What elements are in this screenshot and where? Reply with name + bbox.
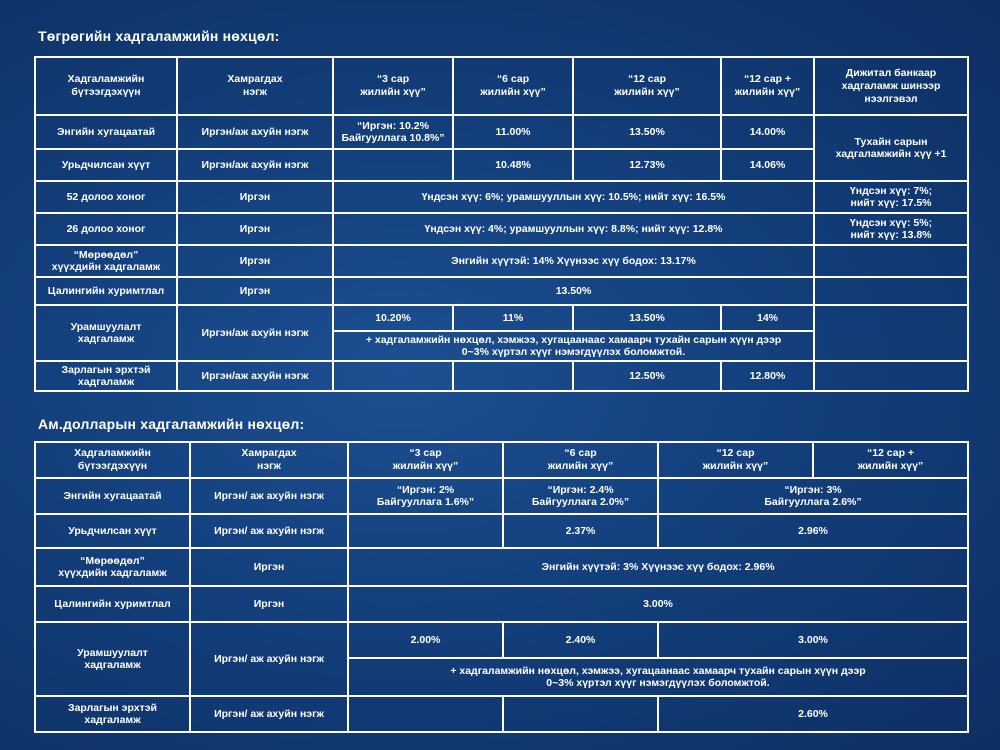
header-12-month: “12 сар жилийн хүү” xyxy=(573,57,721,115)
rate-combined: Энгийн хүүтэй: 14% Хүүнээс хүү бодох: 13.17% xyxy=(333,245,814,277)
rate-3-month xyxy=(333,149,453,181)
rate-6-month: 11% xyxy=(453,305,573,331)
rate-3-month: 10.20% xyxy=(333,305,453,331)
segment-cell: Иргэн/ аж ахуйн нэгж xyxy=(190,696,348,732)
rate-3-month: “Иргэн: 10.2% Байгууллага 10.8%” xyxy=(333,115,453,149)
segment-cell: Иргэн/аж ахуйн нэгж xyxy=(177,361,333,391)
header-segment: Хамрагдах нэгж xyxy=(190,442,348,478)
bonus-note: + хадгаламжийн нөхцөл, хэмжээ, хугацаанаас хамаарч тухайн сарын хүүн дээр 0~3% хүртэл хүүг нэмэгдүүлэх боломжтой. xyxy=(348,658,968,696)
header-6-month: “6 сар жилийн хүү” xyxy=(503,442,658,478)
segment-cell: Иргэн xyxy=(177,181,333,213)
header-3-month: “3 сар жилийн хүү” xyxy=(333,57,453,115)
rate-6-month: 2.37% xyxy=(503,514,658,548)
rate-6-month: “Иргэн: 2.4% Байгууллага 2.0%” xyxy=(503,478,658,514)
rate-3-month xyxy=(348,696,503,732)
rate-6-month: 11.00% xyxy=(453,115,573,149)
product-name: Урамшуулалт хадгаламж xyxy=(35,622,190,696)
rate-12-month-plus: 14% xyxy=(721,305,814,331)
segment-cell: Иргэн/аж ахуйн нэгж xyxy=(177,149,333,181)
digital-rate xyxy=(814,277,968,305)
table-row xyxy=(35,277,968,305)
digital-rate xyxy=(814,361,968,391)
mnt-deposit-table xyxy=(34,56,969,392)
header-3-month: “3 сар жилийн хүү” xyxy=(348,442,503,478)
digital-rate: Үндсэн хүү: 5%; нийт хүү: 13.8% xyxy=(814,213,968,245)
table-header-row xyxy=(35,442,968,478)
header-12-month-plus: “12 сар + жилийн хүү” xyxy=(813,442,968,478)
digital-rate xyxy=(814,245,968,277)
rate-12-month: 12.50% xyxy=(573,361,721,391)
table-row xyxy=(35,514,968,548)
header-12-month-plus: “12 сар + жилийн хүү” xyxy=(721,57,814,115)
segment-cell: Иргэн xyxy=(177,245,333,277)
product-name: Энгийн хугацаатай xyxy=(35,115,177,149)
rate-combined: Энгийн хүүтэй: 3% Хүүнээс хүү бодох: 2.96% xyxy=(348,548,968,586)
rate-12-month: 2.96% xyxy=(658,514,968,548)
rate-12-month: 2.60% xyxy=(658,696,968,732)
segment-cell: Иргэн xyxy=(177,277,333,305)
product-name: Энгийн хугацаатай xyxy=(35,478,190,514)
table-row xyxy=(35,478,968,514)
product-name: Урьдчилсан хүүт xyxy=(35,514,190,548)
table-header-row xyxy=(35,57,968,115)
segment-cell: Иргэн/ аж ахуйн нэгж xyxy=(190,514,348,548)
usd-section-title: Ам.долларын хадгаламжийн нөхцөл: xyxy=(38,416,305,432)
product-name: “Мөрөөдөл” хүүхдийн хадгаламж xyxy=(35,245,177,277)
segment-cell: Иргэн xyxy=(190,586,348,622)
table-row xyxy=(35,213,968,245)
table-row xyxy=(35,622,968,658)
rate-3-month: “Иргэн: 2% Байгууллага 1.6%” xyxy=(348,478,503,514)
rate-12-month: 12.73% xyxy=(573,149,721,181)
segment-cell: Иргэн/аж ахуйн нэгж xyxy=(177,305,333,361)
digital-bonus-cell: Тухайн сарын хадгаламжийн хүү +1 xyxy=(814,115,968,181)
usd-deposit-table xyxy=(34,441,969,733)
header-digital-bank: Дижитал банкаар хадгаламж шинээр нээлгэвэл xyxy=(814,57,968,115)
product-name: 26 долоо хоног xyxy=(35,213,177,245)
rate-3-month: 2.00% xyxy=(348,622,503,658)
table-row xyxy=(35,245,968,277)
digital-rate: Үндсэн хүү: 7%; нийт хүү: 17.5% xyxy=(814,181,968,213)
digital-rate xyxy=(814,305,968,361)
product-name: Урьдчилсан хүүт xyxy=(35,149,177,181)
rate-6-month: 2.40% xyxy=(503,622,658,658)
table-row xyxy=(35,305,968,331)
header-6-month: “6 сар жилийн хүү” xyxy=(453,57,573,115)
rate-12-month-plus: 14.00% xyxy=(721,115,814,149)
table-row xyxy=(35,115,968,149)
header-product-type: Хадгаламжийн бүтээгдэхүүн xyxy=(35,57,177,115)
table-row xyxy=(35,361,968,391)
product-name: Урамшуулалт хадгаламж xyxy=(35,305,177,361)
bonus-note: + хадгаламжийн нөхцөл, хэмжээ, хугацаанаас хамаарч тухайн сарын хүүн дээр 0~3% хүртэл хүүг нэмэгдүүлэх боломжтой. xyxy=(333,331,814,361)
rate-6-month xyxy=(453,361,573,391)
rate-12-month-plus: 12.80% xyxy=(721,361,814,391)
rate-12-month: 3.00% xyxy=(658,622,968,658)
product-name: “Мөрөөдөл” хүүхдийн хадгаламж xyxy=(35,548,190,586)
rate-6-month: 10.48% xyxy=(453,149,573,181)
rate-combined: 3.00% xyxy=(348,586,968,622)
segment-cell: Иргэн/ аж ахуйн нэгж xyxy=(190,622,348,696)
product-name: Зарлагын эрхтэй хадгаламж xyxy=(35,361,177,391)
mnt-section-title: Төгрөгийн хадгаламжийн нөхцөл: xyxy=(38,28,280,44)
product-name: Цалингийн хуримтлал xyxy=(35,586,190,622)
header-segment: Хамрагдах нэгж xyxy=(177,57,333,115)
segment-cell: Иргэн xyxy=(177,213,333,245)
rate-combined: Үндсэн хүү: 6%; урамшууллын хүү: 10.5%; нийт хүү: 16.5% xyxy=(333,181,814,213)
rate-12-month: “Иргэн: 3% Байгууллага 2.6%” xyxy=(658,478,968,514)
product-name: 52 долоо хоног xyxy=(35,181,177,213)
table-row xyxy=(35,548,968,586)
rate-12-month: 13.50% xyxy=(573,115,721,149)
header-product-type: Хадгаламжийн бүтээгдэхүүн xyxy=(35,442,190,478)
product-name: Зарлагын эрхтэй хадгаламж xyxy=(35,696,190,732)
rate-6-month xyxy=(503,696,658,732)
segment-cell: Иргэн xyxy=(190,548,348,586)
segment-cell: Иргэн/аж ахуйн нэгж xyxy=(177,115,333,149)
table-row xyxy=(35,181,968,213)
product-name: Цалингийн хуримтлал xyxy=(35,277,177,305)
rate-12-month: 13.50% xyxy=(573,305,721,331)
rate-3-month xyxy=(333,361,453,391)
segment-cell: Иргэн/ аж ахуйн нэгж xyxy=(190,478,348,514)
rate-combined: 13.50% xyxy=(333,277,814,305)
header-12-month: “12 сар жилийн хүү” xyxy=(658,442,813,478)
rate-combined: Үндсэн хүү: 4%; урамшууллын хүү: 8.8%; нийт хүү: 12.8% xyxy=(333,213,814,245)
rate-3-month xyxy=(348,514,503,548)
rate-12-month-plus: 14.06% xyxy=(721,149,814,181)
table-row xyxy=(35,586,968,622)
table-row xyxy=(35,696,968,732)
